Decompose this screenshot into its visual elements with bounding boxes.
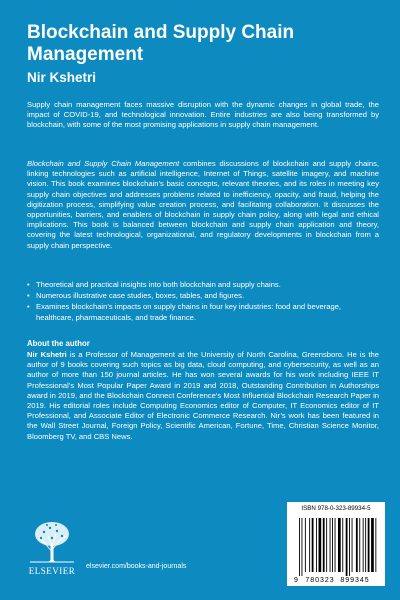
description-paragraph <box>27 159 379 251</box>
book-author: Nir Kshetri <box>27 70 97 85</box>
elsevier-wordmark: ELSEVIER <box>28 566 76 576</box>
isbn-barcode <box>287 502 385 586</box>
isbn-left-digits: 780323 <box>305 577 335 584</box>
feature-item: • Theoretical and practical insights into both blockchain and supply chains. <box>27 280 379 290</box>
description-title-italic: Blockchain and Supply Chain Management <box>27 159 180 168</box>
isbn-right-digits: 899345 <box>340 577 370 584</box>
feature-list <box>27 280 379 324</box>
feature-item: • Numerous illustrative case studies, boxes, tables, and figures. <box>27 291 379 301</box>
isbn-first-digit: 9 <box>294 577 298 584</box>
elsevier-logo <box>22 516 82 578</box>
book-title: Blockchain and Supply Chain Management <box>27 22 295 65</box>
about-heading: About the author <box>27 339 90 348</box>
feature-item: • Examines blockchain’s impacts on supply chains in four key industries: food and beverage, healthcare, pharmaceuticals, and trade finance. <box>27 302 379 322</box>
description-text: combines discussions of blockchain and supply chains, linking technologies such as artificial intelligence, Internet of Things, satellite imagery, and machine vision. This book examines blockchain’s basic concepts, relevant theories, and its roles in meeting key supply chain objectives and addresses problems related to inefficiency, opacity, and fraud, helping the digitization process, simplifying value creation process, and facilitating collaboration. It discusses the opportunities, barriers, and enablers of blockchain in supply chain policy, along with legal and ethical implications. This book is balanced between blockchain and supply chain application and theory, covering the latest technological, organizational, and regulatory developments in blockchain from a supply chain perspective. <box>27 159 380 250</box>
about-paragraph <box>27 350 379 442</box>
intro-paragraph: Supply chain management faces massive disruption with the dynamic changes in global trade, the impact of COVID-19, and technological innovation. Entire industries are also being transformed by blockchain, with some of the most promising applications in supply chain management. <box>27 100 379 130</box>
about-author-name: Nir Kshetri <box>27 350 67 359</box>
barcode-icon <box>291 516 381 584</box>
about-text: is a Professor of Management at the University of North Carolina, Greensboro. He is the author of 9 books covering such topics as big data, cloud computing, and cybersecurity, as well as an author of more than 150 journal articles. He has won several awards for his work including IEEE IT Professional’s Most Popular Paper Award in 2019 and 2018, Outstanding Contribution in Authorships award in 2019, and the Blockchain Connect Conference’s Most Influential Blockchain Research Paper in 2019. His editorial roles include Computing Economics editor of Computer, IT Economics editor of IT Professional, and Associate Editor of Electronic Commerce Research. Nir’s work has been featured in the Wall Street Journal, Foreign Policy, Scientific American, Fortune, Time, Christian Science Monitor, Bloomberg TV, and CBS News. <box>27 350 380 441</box>
publisher-url: elsevier.com/books-and-journals <box>86 563 187 570</box>
isbn-label: ISBN 978-0-323-89934-5 <box>301 505 371 512</box>
